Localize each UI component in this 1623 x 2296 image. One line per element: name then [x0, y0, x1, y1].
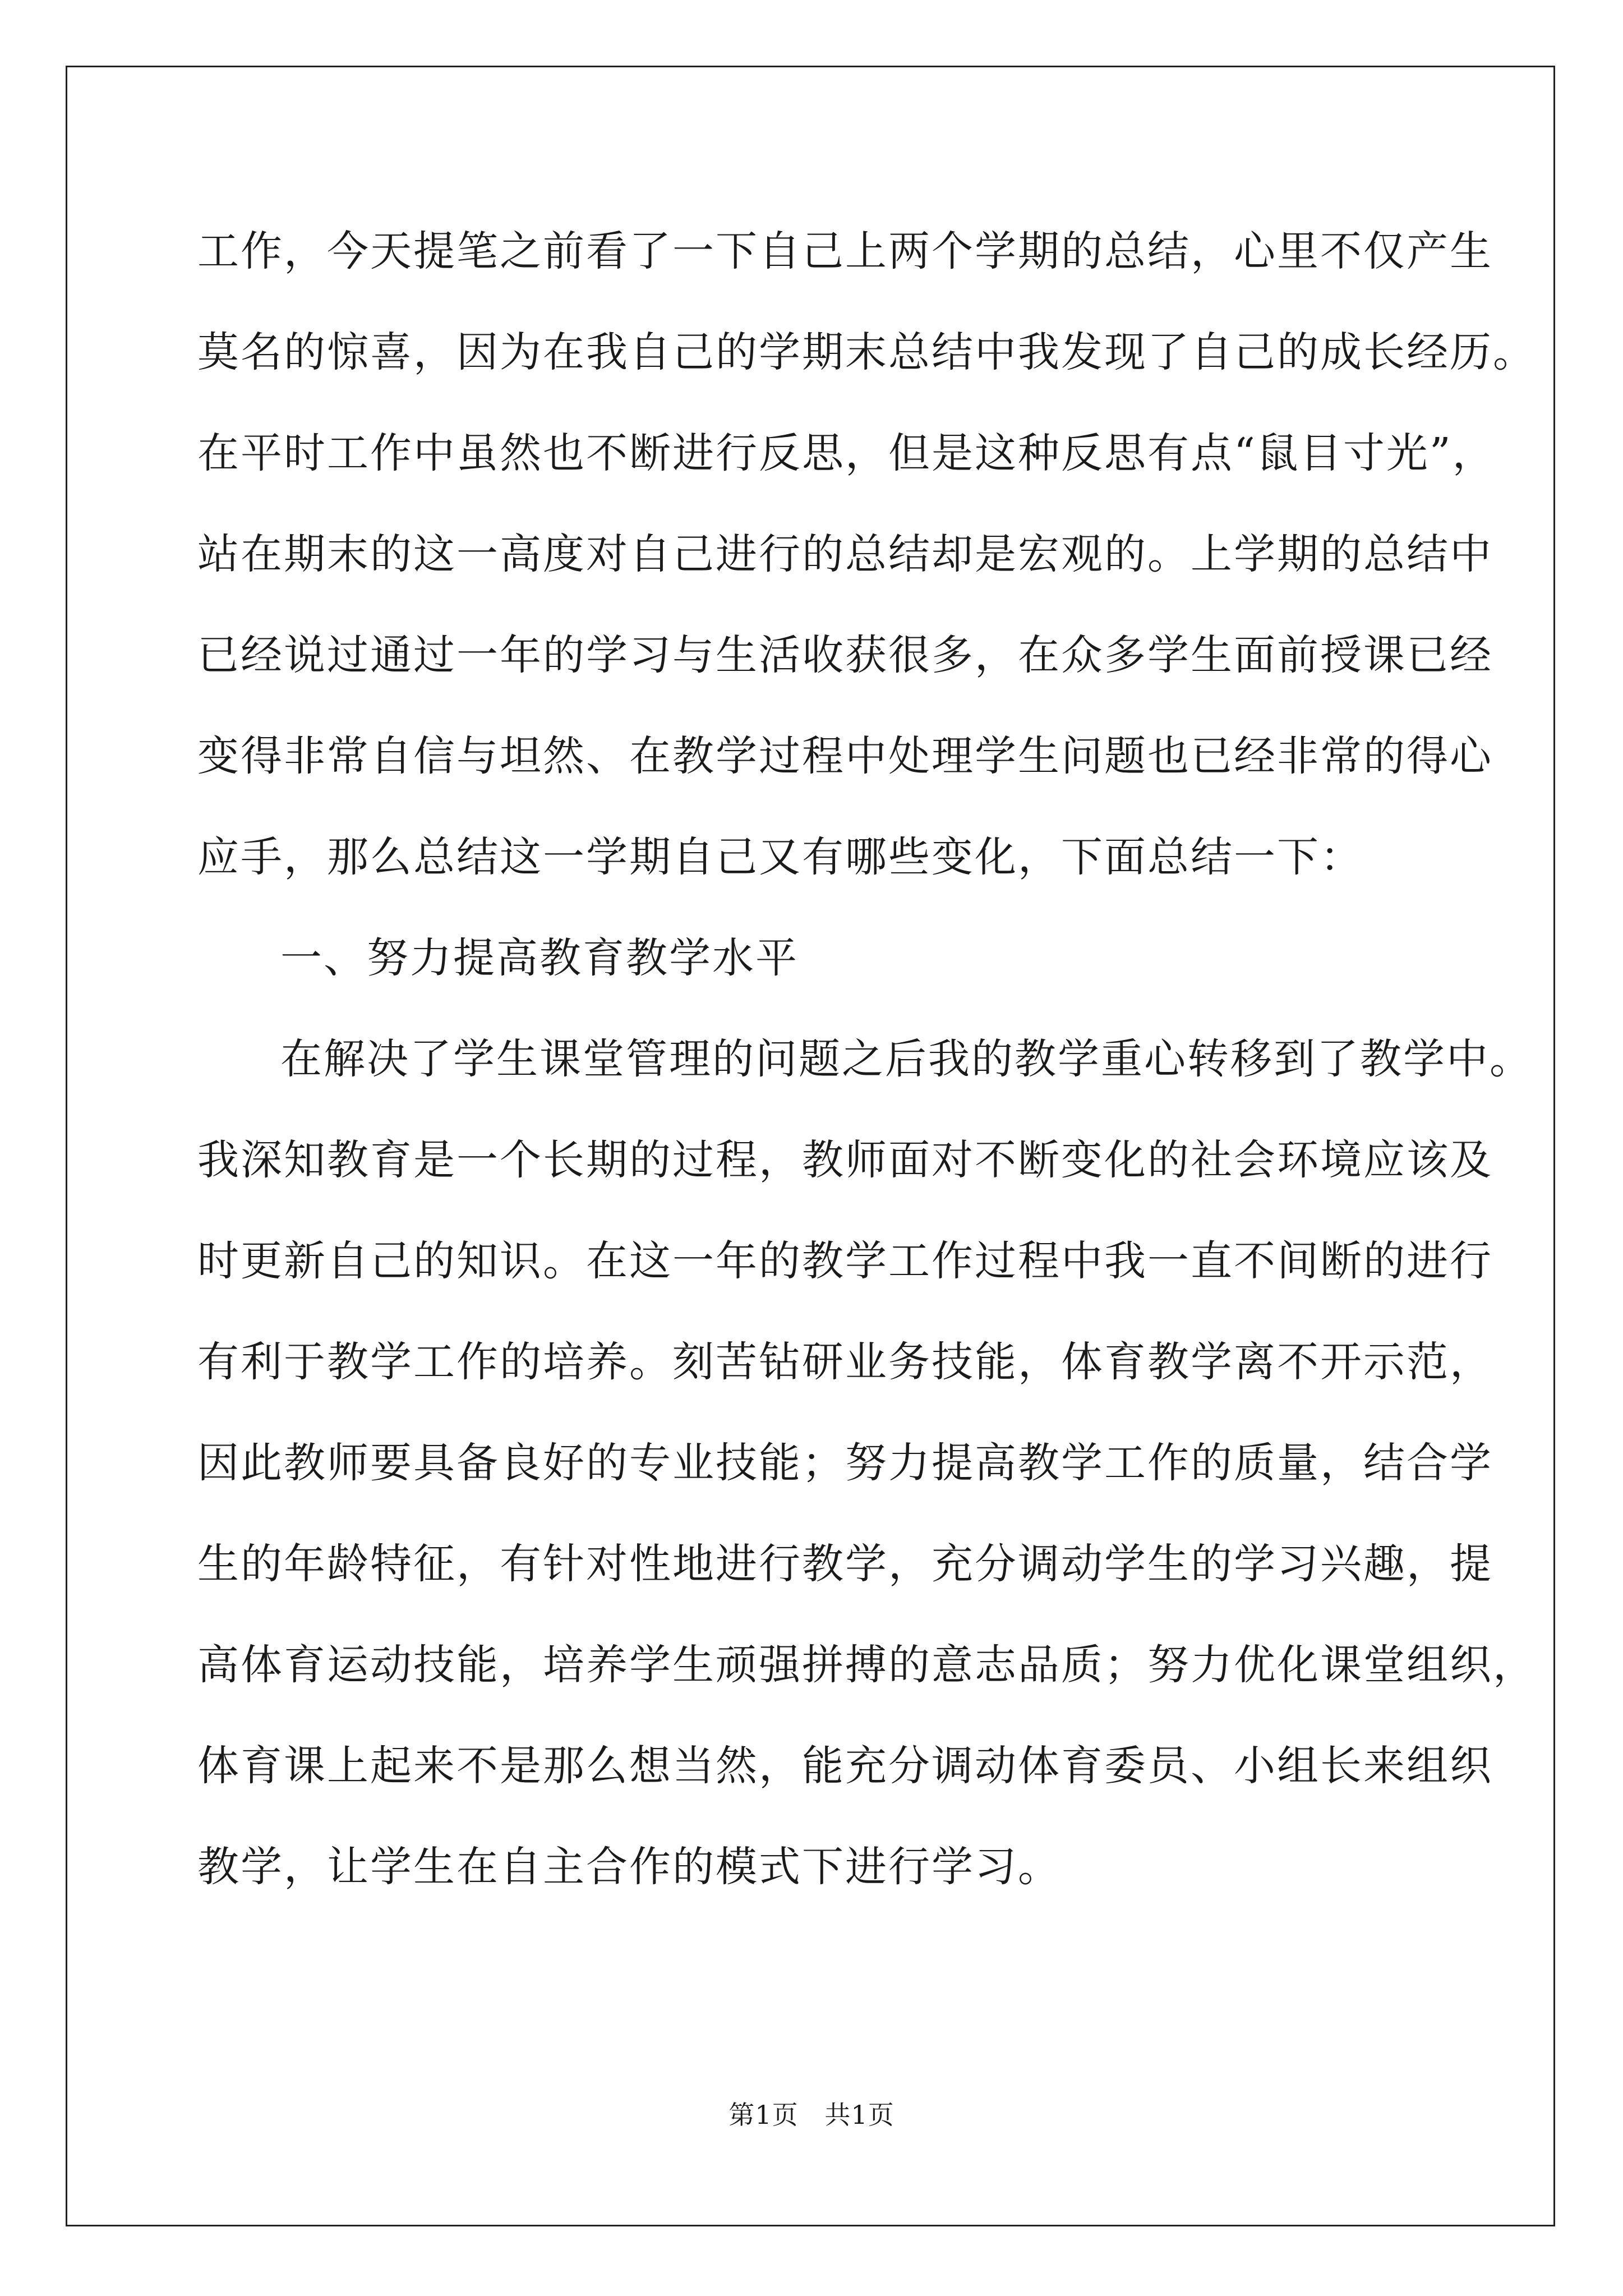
paragraph-line: 在解决了学生课堂管理的问题之后我的教学重心转移到了教学中。	[280, 1035, 1533, 1083]
paragraph-line: 莫名的惊喜，因为在我自己的学期末总结中我发现了自己的成长经历。	[197, 328, 1536, 376]
paragraph-line: 在平时工作中虽然也不断进行反思，但是这种反思有点“鼠目寸光”，	[197, 429, 1496, 477]
paragraph-line: 应手，那么总结这一学期自己又有哪些变化，下面总结一下：	[197, 833, 1363, 881]
paragraph-line: 变得非常自信与坦然、在教学过程中处理学生问题也已经非常的得心	[197, 732, 1493, 780]
paragraph-line: 我深知教育是一个长期的过程，教师面对不断变化的社会环境应该及	[197, 1136, 1493, 1184]
paragraph-line: 高体育运动技能，培养学生顽强拼搏的意志品质；努力优化课堂组织，	[197, 1641, 1536, 1689]
paragraph-line: 因此教师要具备良好的专业技能；努力提高教学工作的质量，结合学	[197, 1439, 1493, 1487]
paragraph-line: 时更新自己的知识。在这一年的教学工作过程中我一直不间断的进行	[197, 1237, 1493, 1285]
section-heading: 一、努力提高教育教学水平	[280, 934, 799, 982]
paragraph-line: 体育课上起来不是那么想当然，能充分调动体育委员、小组长来组织	[197, 1742, 1493, 1790]
paragraph-line: 已经说过通过一年的学习与生活收获很多，在众多学生面前授课已经	[197, 631, 1493, 679]
paragraph-line: 有利于教学工作的培养。刻苦钻研业务技能，体育教学离不开示范，	[197, 1338, 1493, 1386]
paragraph-line: 生的年龄特征，有针对性地进行教学，充分调动学生的学习兴趣，提	[197, 1540, 1493, 1588]
page-footer: 第1页 共1页	[728, 2100, 895, 2130]
paragraph-line: 教学，让学生在自主合作的模式下进行学习。	[197, 1843, 1061, 1891]
paragraph-line: 工作，今天提笔之前看了一下自己上两个学期的总结，心里不仅产生	[197, 227, 1493, 275]
paragraph-line: 站在期末的这一高度对自己进行的总结却是宏观的。上学期的总结中	[197, 530, 1493, 578]
